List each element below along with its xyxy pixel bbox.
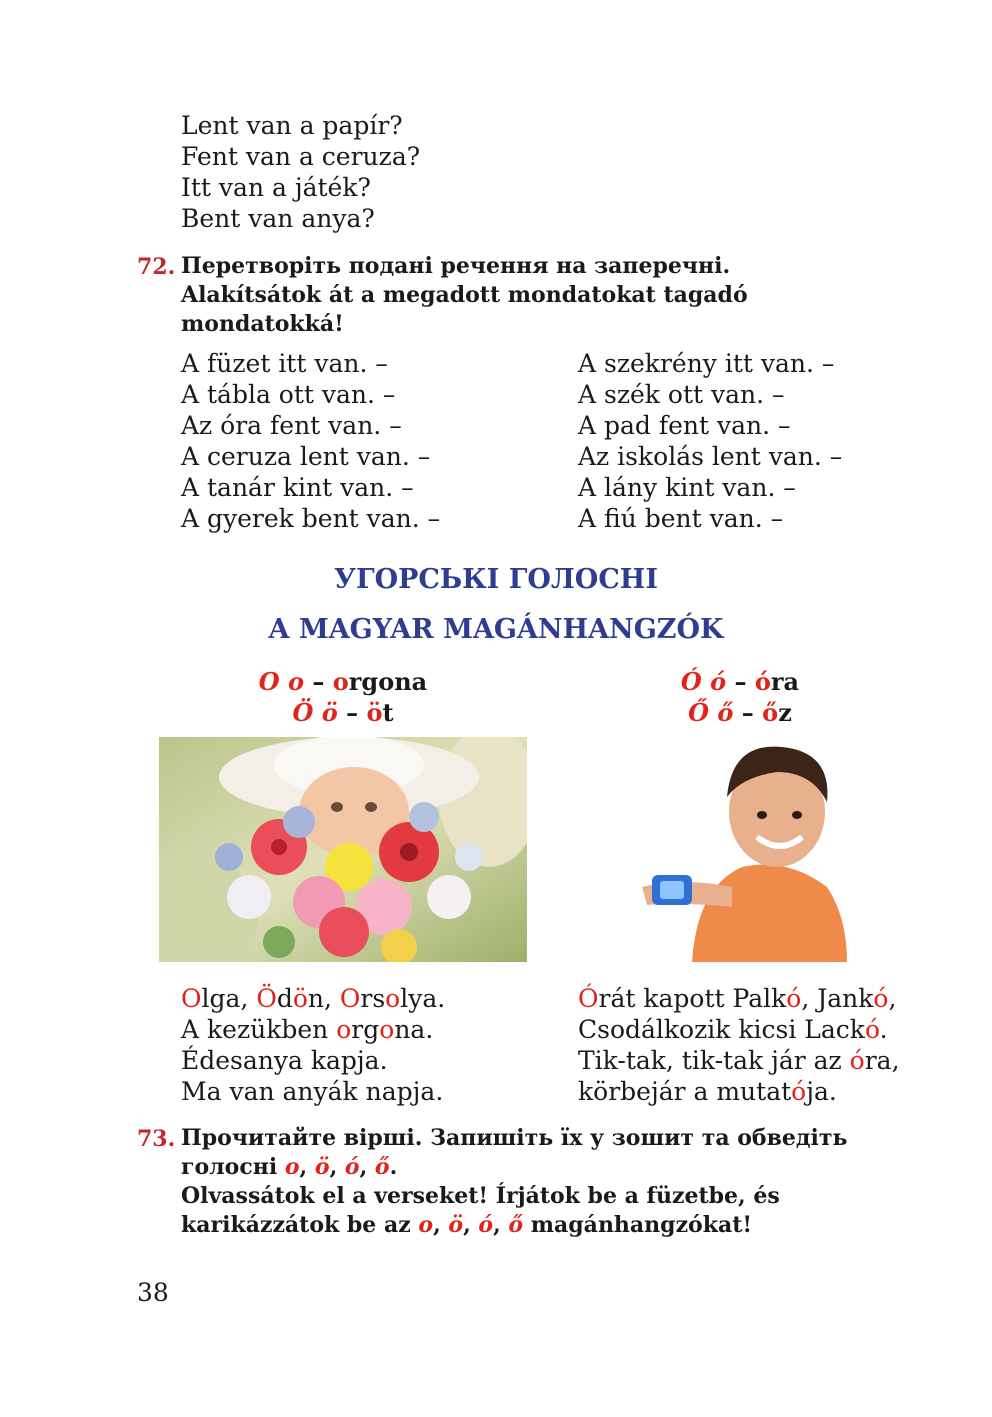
highlighted-vowel: o [379,1015,395,1044]
highlighted-vowel: ó [873,984,889,1013]
vowel-highlight: ö [366,698,383,727]
text-run: , [433,1212,449,1238]
question-line: Lent van a papír? [181,111,403,140]
highlighted-vowel: O [339,984,361,1013]
task-73-instruction [181,1124,901,1240]
section-title-hu: A MAGYAR MAGÁNHANGZÓK [268,614,724,645]
task-72-left-column [181,348,440,534]
poem-line [181,1045,445,1076]
poem-line [181,1014,445,1045]
vowels-left [160,666,526,728]
instruction-hu-2 [181,1211,901,1240]
text-run: , [493,1212,509,1238]
vowel-letters: Ö ö [292,698,338,727]
sentence: A gyerek bent van. – [181,504,441,533]
text-run: A kezükben [181,1015,337,1044]
highlighted-vowel: ó [849,1046,865,1075]
sentence: A pad fent van. – [578,411,791,440]
vowel-highlight: ó [754,667,771,696]
text-run: . [879,1015,888,1044]
task-72-instruction [181,252,881,339]
highlighted-vowel: o [418,1212,434,1238]
text-run: Csodálkozik kicsi Lack [578,1015,865,1044]
sentence: A szekrény itt van. – [578,349,835,378]
vowel-letters: Ő ő [688,698,734,727]
text-run: Ma van anyák napja. [181,1077,444,1106]
instruction-hu-1: Alakítsátok át a megadott mondatokat tagadó [181,282,748,308]
text-run: , [329,1154,345,1180]
instruction-hu-1: Olvassátok el a verseket! Írjátok be a füzetbe, és [181,1183,780,1209]
instruction-uk-2 [181,1153,901,1182]
word-rest: ra [770,667,800,696]
highlighted-vowel: ó [791,1077,807,1106]
text-run: , [359,1154,375,1180]
highlighted-vowel: Ö [256,984,277,1013]
highlighted-vowel: O [181,984,202,1013]
vowel-letters: O o [258,667,305,696]
sentence: Az iskolás lent van. – [578,442,843,471]
poem-line [578,1076,900,1107]
highlighted-vowel: ó [864,1015,880,1044]
highlighted-vowel: ö [448,1212,464,1238]
text-run: ra, [864,1046,900,1075]
text-run: d [276,984,293,1013]
vowel-letters: Ó ó [680,667,727,696]
text-run: magánhangzókat! [523,1212,753,1238]
highlighted-vowel: Ó [578,984,599,1013]
poem-line [578,1014,900,1045]
word-rest: z [778,698,792,727]
poem-line [578,1045,900,1076]
text-run: Édesanya kapja. [181,1046,388,1075]
intro-questions [181,110,420,234]
dash: – [337,698,367,727]
text-run: rs [360,984,386,1013]
text-run: , Jank [801,984,874,1013]
instruction-text: голосні [181,1154,285,1180]
poem-line [181,1076,445,1107]
poem-line [578,983,900,1014]
vowel-highlight: ő [762,698,779,727]
word-rest: rgona [348,667,428,696]
instruction-hu-2: mondatokká! [181,311,344,337]
vowel-line-o [160,666,526,697]
dash: – [733,698,763,727]
text-run: na. [394,1015,434,1044]
text-run: körbejár a mutat [578,1077,792,1106]
highlighted-vowel: ö [292,984,308,1013]
vowel-line-oe [160,697,526,728]
dash: – [304,667,333,696]
text-run: ja. [806,1077,837,1106]
instruction-uk-1: Прочитайте вірші. Запишіть їх у зошит та обведіть [181,1125,848,1151]
dash: – [726,667,755,696]
highlighted-vowel: ó [344,1154,360,1180]
highlighted-vowel: ő [508,1212,524,1238]
vowels-right [620,666,860,728]
vowel-highlight: o [332,667,349,696]
highlighted-vowel: o [385,984,401,1013]
instruction-uk: Перетворіть подані речення на заперечні. [181,253,731,279]
word-rest: t [382,698,394,727]
vowel-list [285,1154,397,1180]
vowel-line-oe-double [620,697,860,728]
highlighted-vowel: ó [478,1212,494,1238]
text-run: Tik-tak, tik-tak jár az [578,1046,850,1075]
question-line: Bent van anya? [181,204,375,233]
vowel-line-o-acute [620,666,860,697]
highlighted-vowel: o [284,1154,300,1180]
task-73-number: 73. [137,1126,176,1152]
boy-with-watch-photo [622,737,852,962]
girl-with-flowers-photo [159,737,527,962]
highlighted-vowel: ó [786,984,802,1013]
highlighted-vowel: o [336,1015,352,1044]
text-run: n, [307,984,340,1013]
page-number: 38 [137,1278,169,1307]
text-run: . [389,1154,398,1180]
poem-line [181,983,445,1014]
text-run: lga, [201,984,257,1013]
text-run: karikázzátok be az [181,1212,419,1238]
sentence: A ceruza lent van. – [181,442,431,471]
text-run: , [463,1212,479,1238]
section-title-uk: УГОРСЬКІ ГОЛОСНІ [334,564,658,595]
sentence: A fiú bent van. – [578,504,784,533]
text-run: lya. [400,984,446,1013]
text-run: rg [351,1015,380,1044]
sentence: A szék ott van. – [578,380,785,409]
sentence: A lány kint van. – [578,473,796,502]
sentence: Az óra fent van. – [181,411,402,440]
text-run: , [299,1154,315,1180]
text-run: , [888,984,897,1013]
question-line: Itt van a játék? [181,173,371,202]
task-72-number: 72. [137,254,176,280]
question-line: Fent van a ceruza? [181,142,421,171]
text-run: rát kapott Palk [598,984,787,1013]
task-72-right-column [578,348,842,534]
sentence: A füzet itt van. – [181,349,388,378]
sentence: A tábla ott van. – [181,380,396,409]
poem-left [181,983,445,1107]
poem-right [578,983,900,1107]
highlighted-vowel: ö [314,1154,330,1180]
sentence: A tanár kint van. – [181,473,414,502]
highlighted-vowel: ő [374,1154,390,1180]
